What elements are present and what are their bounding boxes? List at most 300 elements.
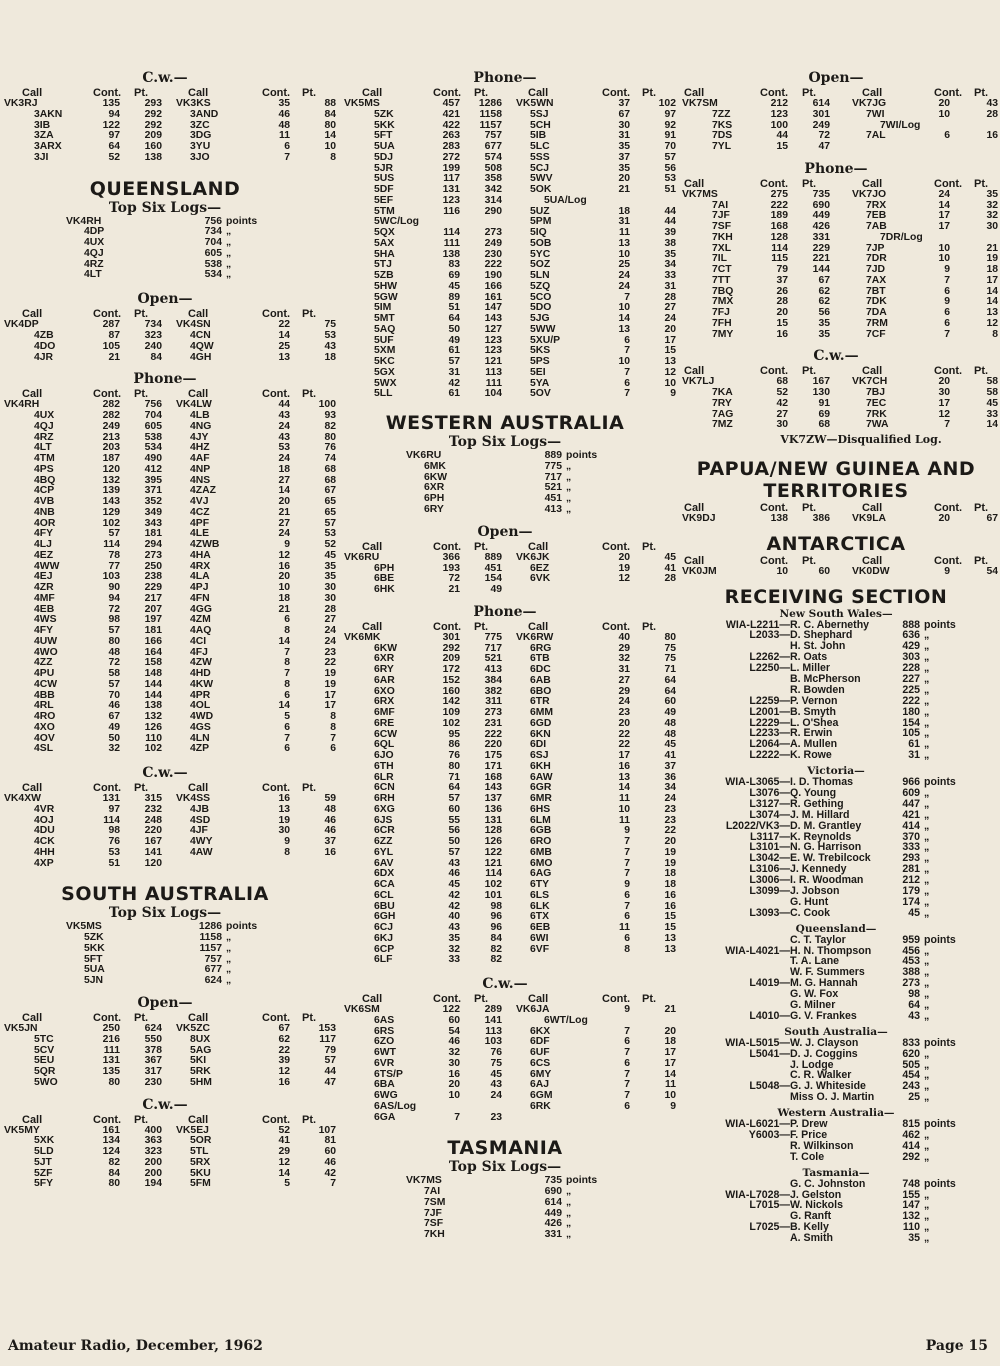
contacts: 212 <box>770 98 788 109</box>
points: 358 <box>484 173 502 185</box>
contacts: 44 <box>776 130 788 142</box>
receiving-row <box>672 1092 1000 1103</box>
call-sign: VK6MK <box>344 631 381 643</box>
contacts: 16 <box>278 793 290 805</box>
call-sign: 4LE <box>190 528 210 540</box>
top-log-row <box>340 1209 670 1220</box>
contacts: 15 <box>776 141 788 152</box>
section-subheading: Open— <box>477 523 533 540</box>
listener-name: B. McPherson <box>790 672 861 685</box>
contacts: 6 <box>624 911 630 923</box>
points: 451 <box>484 562 502 574</box>
call-sign: 4BB <box>34 689 55 701</box>
points: 17 <box>324 700 336 712</box>
points: 412 <box>144 463 162 475</box>
table-row <box>340 551 676 564</box>
section-subheading: Phone— <box>133 371 197 388</box>
contacts: 249 <box>102 420 120 432</box>
call-sign: VK9DJ <box>682 513 716 524</box>
points: 15 <box>664 345 676 357</box>
points-unit: points <box>226 215 258 227</box>
call-sign: 4FJ <box>190 646 208 658</box>
call-sign: 6RX <box>374 696 395 708</box>
call-sign: 6LF <box>374 954 393 966</box>
points: 58 <box>986 387 998 398</box>
points: 23 <box>324 646 336 658</box>
header-call: Call <box>188 1012 209 1025</box>
points-unit: „ <box>226 269 232 281</box>
contacts: 8 <box>284 846 290 858</box>
points: 58 <box>986 376 998 388</box>
contacts: 17 <box>938 210 950 222</box>
call-sign: 6EB <box>530 922 551 934</box>
call-sign: 6CN <box>374 782 395 794</box>
points: 301 <box>812 108 830 120</box>
receiving-row <box>672 935 1000 946</box>
call-sign: 4HZ <box>190 442 210 454</box>
contacts: 57 <box>108 678 120 690</box>
points: 222 <box>484 259 502 271</box>
contacts: 43 <box>278 410 290 422</box>
contacts: 11 <box>279 130 290 142</box>
call-sign: 7SF <box>424 1218 444 1230</box>
points-value: 243 <box>902 1080 920 1093</box>
top-log-row <box>0 955 330 966</box>
header-call: Call <box>862 87 883 99</box>
header-cont: Cont. <box>760 177 789 190</box>
header-pt: Pt. <box>134 87 149 99</box>
header-call: Call <box>528 620 549 633</box>
header-cont: Cont. <box>934 177 963 190</box>
receiving-row <box>672 908 1000 919</box>
contacts: 42 <box>448 377 460 389</box>
points: 31 <box>664 280 676 292</box>
contacts: 222 <box>770 199 788 211</box>
call-sign: 6CL <box>374 889 394 901</box>
points: 342 <box>484 184 502 195</box>
contacts: 6 <box>944 285 950 297</box>
points: 111 <box>485 377 502 389</box>
call-sign: VK7SM <box>682 98 718 109</box>
points: 104 <box>484 388 502 400</box>
call-sign: 5JN <box>84 975 104 987</box>
call-sign: 3DG <box>190 130 212 142</box>
call-sign: VK5JN <box>4 1023 38 1035</box>
footer-publication: Amateur Radio, December, 1962 <box>8 1338 263 1354</box>
points-unit: „ <box>924 629 930 642</box>
points-value: 609 <box>902 786 920 799</box>
points-value: 462 <box>902 1129 920 1142</box>
call-sign: 4JY <box>190 431 209 443</box>
call-sign: 6TH <box>374 760 394 772</box>
points: 18 <box>664 879 676 891</box>
points-value: 303 <box>902 651 920 664</box>
contacts: 10 <box>618 302 630 314</box>
points: 37 <box>664 760 676 772</box>
header-call: Call <box>22 308 43 321</box>
points-unit: „ <box>924 966 930 979</box>
points: 15 <box>664 922 676 934</box>
contacts: 94 <box>108 108 120 120</box>
points: 550 <box>144 1033 162 1045</box>
call-sign: 4QJ <box>34 420 54 432</box>
points: 331 <box>812 231 830 243</box>
points: 57 <box>324 1055 336 1067</box>
table-row <box>672 567 1000 578</box>
receiving-row <box>672 886 1000 897</box>
points: 136 <box>484 803 502 815</box>
contacts: 7 <box>624 857 630 869</box>
call-sign: VK6RU <box>406 450 442 461</box>
contacts: 76 <box>108 836 120 848</box>
listener-name: E. W. Trebilcock <box>790 852 871 865</box>
receiving-state-heading: Victoria— <box>807 765 865 778</box>
points: 67 <box>986 513 998 524</box>
points: 46 <box>324 825 336 837</box>
points-unit: „ <box>924 1232 930 1245</box>
call-sign: 4LT <box>34 442 52 454</box>
receiving-row <box>672 1119 1000 1130</box>
listener-name: J. Lodge <box>790 1058 834 1071</box>
call-sign: 7WI <box>866 108 885 120</box>
points: 128 <box>484 825 502 837</box>
table-row <box>340 196 670 207</box>
contacts: 40 <box>448 911 460 923</box>
points: 43 <box>324 340 336 352</box>
call-sign: 6LK <box>530 900 550 912</box>
header-cont: Cont. <box>433 540 462 553</box>
points: 84 <box>324 108 336 120</box>
call-sign: 4CK <box>34 836 55 848</box>
points-value: 453 <box>902 955 920 968</box>
points: 48 <box>324 803 336 815</box>
receiving-state-heading: Tasmania— <box>802 1166 870 1179</box>
contacts: 14 <box>278 330 290 342</box>
contacts: 43 <box>278 431 290 443</box>
call-sign: 7KS <box>712 119 733 131</box>
contacts: 17 <box>618 750 630 762</box>
points: 382 <box>484 685 502 697</box>
header-call: Call <box>188 782 209 795</box>
contacts: 50 <box>108 732 120 744</box>
listener-name: G. Milner <box>790 999 836 1011</box>
contacts: 20 <box>938 376 950 388</box>
points: 44 <box>664 216 676 228</box>
points-value: 25 <box>908 1091 920 1104</box>
call-sign: 5LC <box>530 141 550 152</box>
table-row <box>340 674 676 687</box>
call-sign: VK4RH <box>4 399 40 411</box>
contacts: 209 <box>442 653 460 665</box>
listener-name: D. J. Coggins <box>790 1047 858 1060</box>
points-unit: „ <box>566 1218 572 1230</box>
contacts: 132 <box>102 474 120 486</box>
listener-name: R. C. Abernethy <box>790 618 870 631</box>
table-row <box>672 514 1000 525</box>
listener-name: H. N. Thompson <box>790 944 872 957</box>
contacts: 216 <box>102 1033 120 1045</box>
table-row <box>340 388 676 400</box>
log-id: L2022/VK3— <box>725 819 790 832</box>
table-row <box>0 678 336 691</box>
call-sign: 5ZB <box>374 270 394 281</box>
call-sign: 6AV <box>374 857 394 869</box>
call-sign: 6MM <box>530 707 554 719</box>
points: 704 <box>144 410 162 422</box>
receiving-row <box>672 821 1000 832</box>
points-unit: „ <box>226 953 232 965</box>
contacts: 16 <box>618 760 630 772</box>
contacts: 21 <box>108 351 120 363</box>
contacts: 22 <box>278 319 290 331</box>
call-sign: VK7JO <box>852 188 887 200</box>
points: 41 <box>664 562 676 574</box>
table-row <box>340 760 676 773</box>
points: 14 <box>986 296 998 308</box>
call-sign: 7RK <box>866 408 887 420</box>
call-sign: 7AI <box>712 199 729 211</box>
points: 70 <box>664 141 676 152</box>
contacts: 18 <box>278 463 290 475</box>
call-sign: VK7MS <box>406 1175 442 1187</box>
contacts: 29 <box>618 642 630 654</box>
points: 16 <box>986 130 998 142</box>
listener-name: F. Price <box>790 1129 828 1142</box>
contacts: 64 <box>448 782 460 794</box>
points-unit: „ <box>924 738 930 751</box>
contacts: 18 <box>618 205 630 217</box>
contacts: 79 <box>776 264 788 275</box>
section-subheading: C.w.— <box>482 976 528 993</box>
contacts: 32 <box>618 653 630 665</box>
contacts: 10 <box>618 803 630 815</box>
call-sign: 5TJ <box>374 259 392 271</box>
contacts: 22 <box>618 728 630 740</box>
points: 14 <box>986 419 998 431</box>
call-sign: 4JB <box>190 803 210 815</box>
points-unit: „ <box>924 874 930 887</box>
points-value: 273 <box>902 977 920 990</box>
contacts: 67 <box>278 1023 290 1035</box>
points-value: 505 <box>902 1058 920 1071</box>
table-row <box>0 1076 336 1089</box>
contacts: 46 <box>108 700 120 712</box>
header-cont: Cont. <box>934 554 963 567</box>
points-unit: „ <box>924 640 930 653</box>
call-sign: VK4XW <box>4 793 41 805</box>
points: 8 <box>992 328 998 340</box>
table-row <box>0 463 336 476</box>
header-call: Call <box>22 87 43 99</box>
call-sign: 7XL <box>712 242 732 254</box>
call-sign: 5GX <box>374 366 395 378</box>
contacts: 457 <box>442 98 460 109</box>
header-call: Call <box>862 365 883 378</box>
contacts: 10 <box>618 356 630 367</box>
points-unit: „ <box>566 503 572 515</box>
points: 45 <box>324 549 336 561</box>
call-sign: VK3RJ <box>4 98 38 109</box>
contacts: 17 <box>938 221 950 232</box>
call-sign: 5YA <box>530 377 550 389</box>
section-subheading: C.w.— <box>813 348 859 365</box>
call-sign: 7AX <box>866 274 887 286</box>
listener-name: C. R. Walker <box>790 1069 852 1082</box>
points: 18 <box>664 868 676 880</box>
listener-name: W. F. Summers <box>790 966 865 979</box>
points: 690 <box>812 199 830 211</box>
call-sign: 7WI/Log <box>880 119 921 131</box>
points: 68 <box>324 474 336 486</box>
call-sign: 6XR <box>424 482 445 494</box>
contacts: 189 <box>770 210 788 222</box>
call-sign: 6HK <box>374 584 395 596</box>
contacts: 9 <box>624 1004 630 1016</box>
contacts: 51 <box>448 302 460 314</box>
contacts: 8 <box>624 943 630 955</box>
contacts: 123 <box>770 108 788 120</box>
header-pt: Pt. <box>302 308 317 321</box>
call-sign: 6PH <box>374 562 395 574</box>
points-unit: „ <box>924 1188 930 1201</box>
contacts: 57 <box>448 356 460 367</box>
call-sign: 4MF <box>34 592 55 604</box>
points: 449 <box>812 210 830 222</box>
points: 250 <box>144 560 162 572</box>
call-sign: 4XO <box>34 721 55 733</box>
points: 1158 <box>479 108 502 120</box>
call-sign: 4GG <box>190 603 212 615</box>
call-sign: 4KW <box>190 678 214 690</box>
contacts: 5 <box>284 1178 290 1190</box>
contacts: 7 <box>284 732 290 744</box>
contacts: 20 <box>938 98 950 109</box>
listener-name: K. Reynolds <box>790 830 852 843</box>
listener-name: A. Smith <box>790 1232 833 1245</box>
call-sign: 4FN <box>190 592 210 604</box>
points-value: 413 <box>544 503 562 515</box>
points: 64 <box>664 685 676 697</box>
header-cont: Cont. <box>934 502 963 514</box>
call-sign: 6PH <box>424 493 445 505</box>
points: 75 <box>664 653 676 665</box>
call-sign: 4UX <box>34 410 55 422</box>
contacts: 64 <box>448 313 460 324</box>
contacts: 14 <box>278 485 290 497</box>
contacts: 114 <box>443 227 460 238</box>
log-id: L3099— <box>749 884 790 897</box>
header-pt: Pt. <box>802 554 817 567</box>
table-row <box>0 846 336 859</box>
contacts: 56 <box>448 825 460 837</box>
log-id: WIA-L6021— <box>725 1118 790 1131</box>
table-row <box>340 717 676 730</box>
contacts: 14 <box>618 782 630 794</box>
points: 10 <box>324 141 336 152</box>
call-sign: 7MZ <box>712 419 733 431</box>
call-sign: 5OV <box>530 388 551 400</box>
call-sign: 4LA <box>190 571 210 583</box>
contacts: 41 <box>278 1135 290 1147</box>
table-row <box>0 549 336 562</box>
call-sign: VK5WN <box>516 98 554 109</box>
points-unit: „ <box>226 975 232 987</box>
points: 141 <box>144 846 162 858</box>
points: 538 <box>144 431 162 443</box>
table-row <box>340 323 676 336</box>
section-subheading: Top Six Logs— <box>108 905 222 922</box>
section-subheading: Phone— <box>473 603 537 620</box>
contacts: 7 <box>944 419 950 431</box>
call-sign: 5DO <box>530 302 552 314</box>
listener-name: A. Mullen <box>790 738 838 751</box>
points: 19 <box>664 846 676 858</box>
listener-name: Q. Young <box>790 786 837 799</box>
contacts: 13 <box>278 351 290 363</box>
call-sign: 5UA/Log <box>544 194 587 206</box>
contacts: 44 <box>278 399 290 411</box>
call-sign: 4PS <box>34 463 54 475</box>
points: 126 <box>484 836 502 848</box>
call-sign: 4WY <box>190 836 213 848</box>
points: 143 <box>484 313 502 324</box>
points: 27 <box>324 614 336 626</box>
points: 53 <box>664 173 676 185</box>
contacts: 19 <box>278 814 290 826</box>
contacts: 131 <box>442 184 460 195</box>
call-sign: 5UA <box>374 141 395 152</box>
points-value: 447 <box>902 797 920 810</box>
top-log-row <box>0 260 330 271</box>
contacts: 6 <box>624 932 630 944</box>
points: 363 <box>144 1135 162 1147</box>
call-sign: 6GH <box>374 911 396 923</box>
contacts: 46 <box>448 868 460 880</box>
points: 323 <box>144 330 162 342</box>
points: 249 <box>484 237 502 249</box>
points-value: 370 <box>902 830 920 843</box>
contacts: 33 <box>448 954 460 966</box>
table-row <box>0 351 336 364</box>
table-row <box>340 237 676 250</box>
contacts: 24 <box>618 696 630 708</box>
contacts: 6 <box>284 689 290 701</box>
top-log-row <box>340 505 670 516</box>
call-sign: VK5MY <box>4 1124 40 1136</box>
points: 121 <box>484 857 502 869</box>
points-unit: „ <box>924 852 930 865</box>
contacts: 82 <box>108 1156 120 1168</box>
points-unit: „ <box>924 1047 930 1060</box>
call-sign: 6MO <box>530 857 553 869</box>
table-row <box>340 803 676 816</box>
contacts: 30 <box>776 419 788 431</box>
call-sign: 4CP <box>34 485 55 497</box>
points-value: 35 <box>908 1232 920 1245</box>
header-call: Call <box>528 540 549 553</box>
contacts: 20 <box>776 307 788 318</box>
contacts: 77 <box>108 560 120 572</box>
contacts: 84 <box>108 1167 120 1179</box>
points: 34 <box>664 782 676 794</box>
call-sign: 4PR <box>190 689 211 701</box>
points: 756 <box>144 399 162 411</box>
points: 17 <box>324 689 336 701</box>
call-sign: 7ZZ <box>712 108 731 120</box>
points-value: 959 <box>902 933 920 946</box>
points-unit: „ <box>924 1139 930 1152</box>
points-unit: points <box>924 1036 956 1049</box>
